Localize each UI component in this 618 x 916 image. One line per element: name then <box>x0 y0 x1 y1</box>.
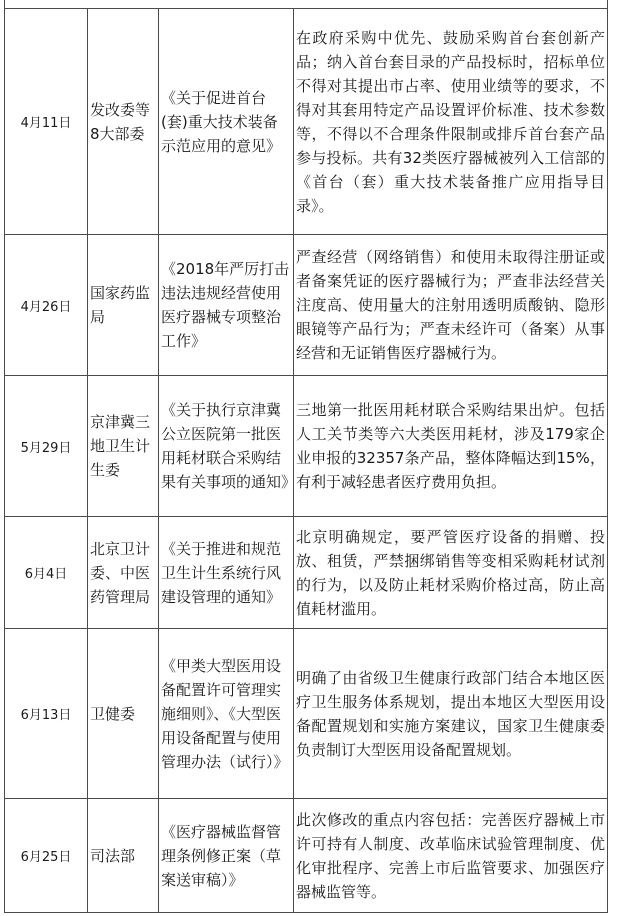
row-department: 京津冀三地卫生计生委 <box>88 376 159 517</box>
row-department: 卫健委 <box>88 629 159 799</box>
row-department: 国家药监局 <box>88 235 159 376</box>
policy-table <box>4 8 608 913</box>
row-document: 《关于促进首台(套)重大技术装备示范应用的意见》 <box>159 9 294 235</box>
row-date: 6月4日 <box>5 517 88 629</box>
table-row <box>5 376 608 517</box>
row-document: 《2018年严厉打击违法违规经营使用医疗器械专项整治工作》 <box>159 235 294 376</box>
row-content: 北京明确规定，要严管医疗设备的捐赠、投放、租赁，严禁捆绑销售等变相采购耗材试剂的行为，以及防止耗材采购价格过高，防止高值耗材滥用。 <box>294 517 608 629</box>
table-row <box>5 629 608 799</box>
row-document: 《关于执行京津冀公立医院第一批医用耗材联合采购结果有关事项的通知》 <box>159 376 294 517</box>
table-row <box>5 517 608 629</box>
row-department: 北京卫计委、中医药管理局 <box>88 517 159 629</box>
row-content: 严查经营（网络销售）和使用未取得注册证或者备案凭证的医疗器械行为；严查非法经营关注度高、使用量大的注射用透明质酸钠、隐形眼镜等产品行为；严查未经许可（备案）从事经营和无证销售医疗器械行为。 <box>294 235 608 376</box>
row-document: 《甲类大型医用设备配置许可管理实施细则》、《大型医用设备配置与使用管理办法（试行）》 <box>159 629 294 799</box>
row-date: 6月13日 <box>5 629 88 799</box>
row-document: 《关于推进和规范卫生计生系统行风建设管理的通知》 <box>159 517 294 629</box>
row-date: 4月26日 <box>5 235 88 376</box>
row-content: 三地第一批医用耗材联合采购结果出炉。包括人工关节类等六大类医用耗材，涉及179家企业申报的32357条产品，整体降幅达到15%，有利于减轻患者医疗费用负担。 <box>294 376 608 517</box>
table-row <box>5 235 608 376</box>
row-content: 此次修改的重点内容包括：完善医疗器械上市许可持有人制度、改革临床试验管理制度、优化审批程序、完善上市后监管要求、加强医疗器械监管等。 <box>294 799 608 913</box>
row-department: 司法部 <box>88 799 159 913</box>
row-date: 6月25日 <box>5 799 88 913</box>
row-date: 4月11日 <box>5 9 88 235</box>
row-department: 发改委等8大部委 <box>88 9 159 235</box>
row-date: 5月29日 <box>5 376 88 517</box>
row-content: 明确了由省级卫生健康行政部门结合本地区医疗卫生服务体系规划，提出本地区大型医用设备配置规划和实施方案建议，国家卫生健康委负责制订大型医用设备配置规划。 <box>294 629 608 799</box>
row-content: 在政府采购中优先、鼓励采购首台套创新产品；纳入首台套目录的产品投标时，招标单位不得对其提出市占率、使用业绩等的要求，不得对其套用特定产品设置评价标准、技术参数等，不得以不合理条件限制或排斥首台套产品参与投标。共有32类医疗器械被列入工信部的《首台（套）重大技术装备推广应用指导目录》。 <box>294 9 608 235</box>
previous-row-clipped <box>4 0 608 8</box>
table-row <box>5 799 608 913</box>
table-row <box>5 9 608 235</box>
row-document: 《医疗器械监督管理条例修正案（草案送审稿）》 <box>159 799 294 913</box>
